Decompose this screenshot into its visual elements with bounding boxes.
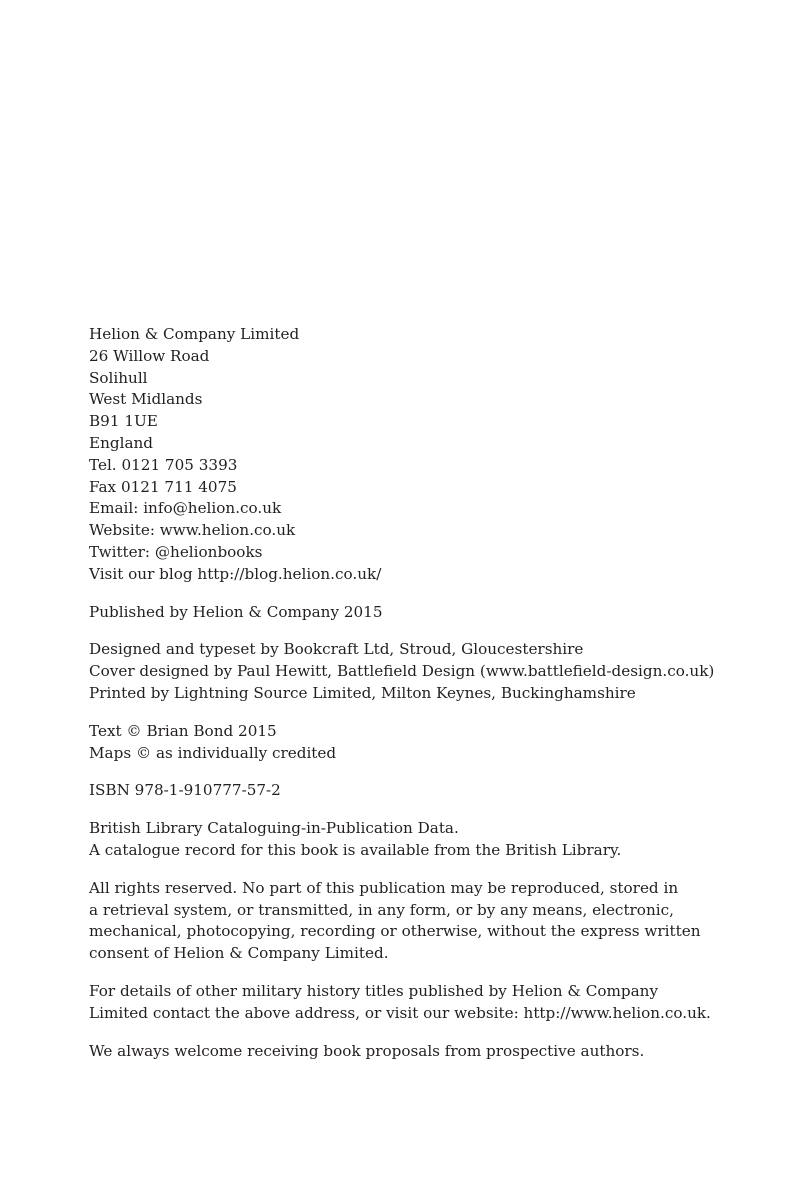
isbn: ISBN 978-1-910777-57-2	[89, 781, 281, 800]
cip-line-1: British Library Cataloguing-in-Publication Data.	[89, 819, 459, 838]
rights-line-2: a retrieval system, or transmitted, in any form, or by any means, electronic,	[89, 900, 674, 919]
typeset-credit: Designed and typeset by Bookcraft Ltd, Stroud, Gloucestershire	[89, 640, 584, 659]
twitter: Twitter: @helionbooks	[89, 542, 263, 561]
published-line: Published by Helion & Company 2015	[89, 602, 383, 621]
address-street: 26 Willow Road	[89, 346, 210, 365]
publication-statement	[89, 602, 749, 624]
cip-line-2: A catalogue record for this book is available from the British Library.	[89, 840, 622, 859]
cip-block	[89, 818, 749, 862]
further-details	[89, 981, 749, 1025]
email: Email: info@helion.co.uk	[89, 499, 282, 518]
proposals-note	[89, 1041, 749, 1063]
details-line-2: Limited contact the above address, or visit our website: http://www.helion.co.uk.	[89, 1003, 711, 1022]
publisher-name: Helion & Company Limited	[89, 325, 300, 343]
address-county: West Midlands	[89, 390, 203, 409]
text-copyright: Text © Brian Bond 2015	[89, 721, 277, 740]
rights-statement	[89, 878, 749, 965]
rights-line-1: All rights reserved. No part of this publication may be reproduced, stored in	[89, 878, 679, 897]
publisher-address-block	[89, 324, 749, 586]
fax: Fax 0121 711 4075	[89, 477, 237, 496]
details-line-1: For details of other military history titles published by Helion & Company	[89, 981, 659, 1000]
address-country: England	[89, 433, 154, 452]
maps-copyright: Maps © as individually credited	[89, 743, 337, 762]
address-town: Solihull	[89, 368, 148, 387]
isbn-block	[89, 780, 749, 802]
telephone: Tel. 0121 705 3393	[89, 455, 238, 474]
address-postcode: B91 1UE	[89, 412, 158, 431]
rights-line-3: mechanical, photocopying, recording or otherwise, without the express written	[89, 922, 701, 941]
blog: Visit our blog http://blog.helion.co.uk/	[89, 564, 382, 583]
production-credits	[89, 639, 749, 704]
website: Website: www.helion.co.uk	[89, 521, 296, 540]
printer-credit: Printed by Lightning Source Limited, Milton Keynes, Buckinghamshire	[89, 683, 636, 702]
rights-line-4: consent of Helion & Company Limited.	[89, 944, 389, 963]
cover-credit: Cover designed by Paul Hewitt, Battlefield Design (www.battlefield-design.co.uk)	[89, 662, 715, 681]
copyright-notice	[89, 721, 749, 765]
proposals-line: We always welcome receiving book proposals from prospective authors.	[89, 1041, 645, 1060]
copyright-page	[89, 324, 749, 1078]
